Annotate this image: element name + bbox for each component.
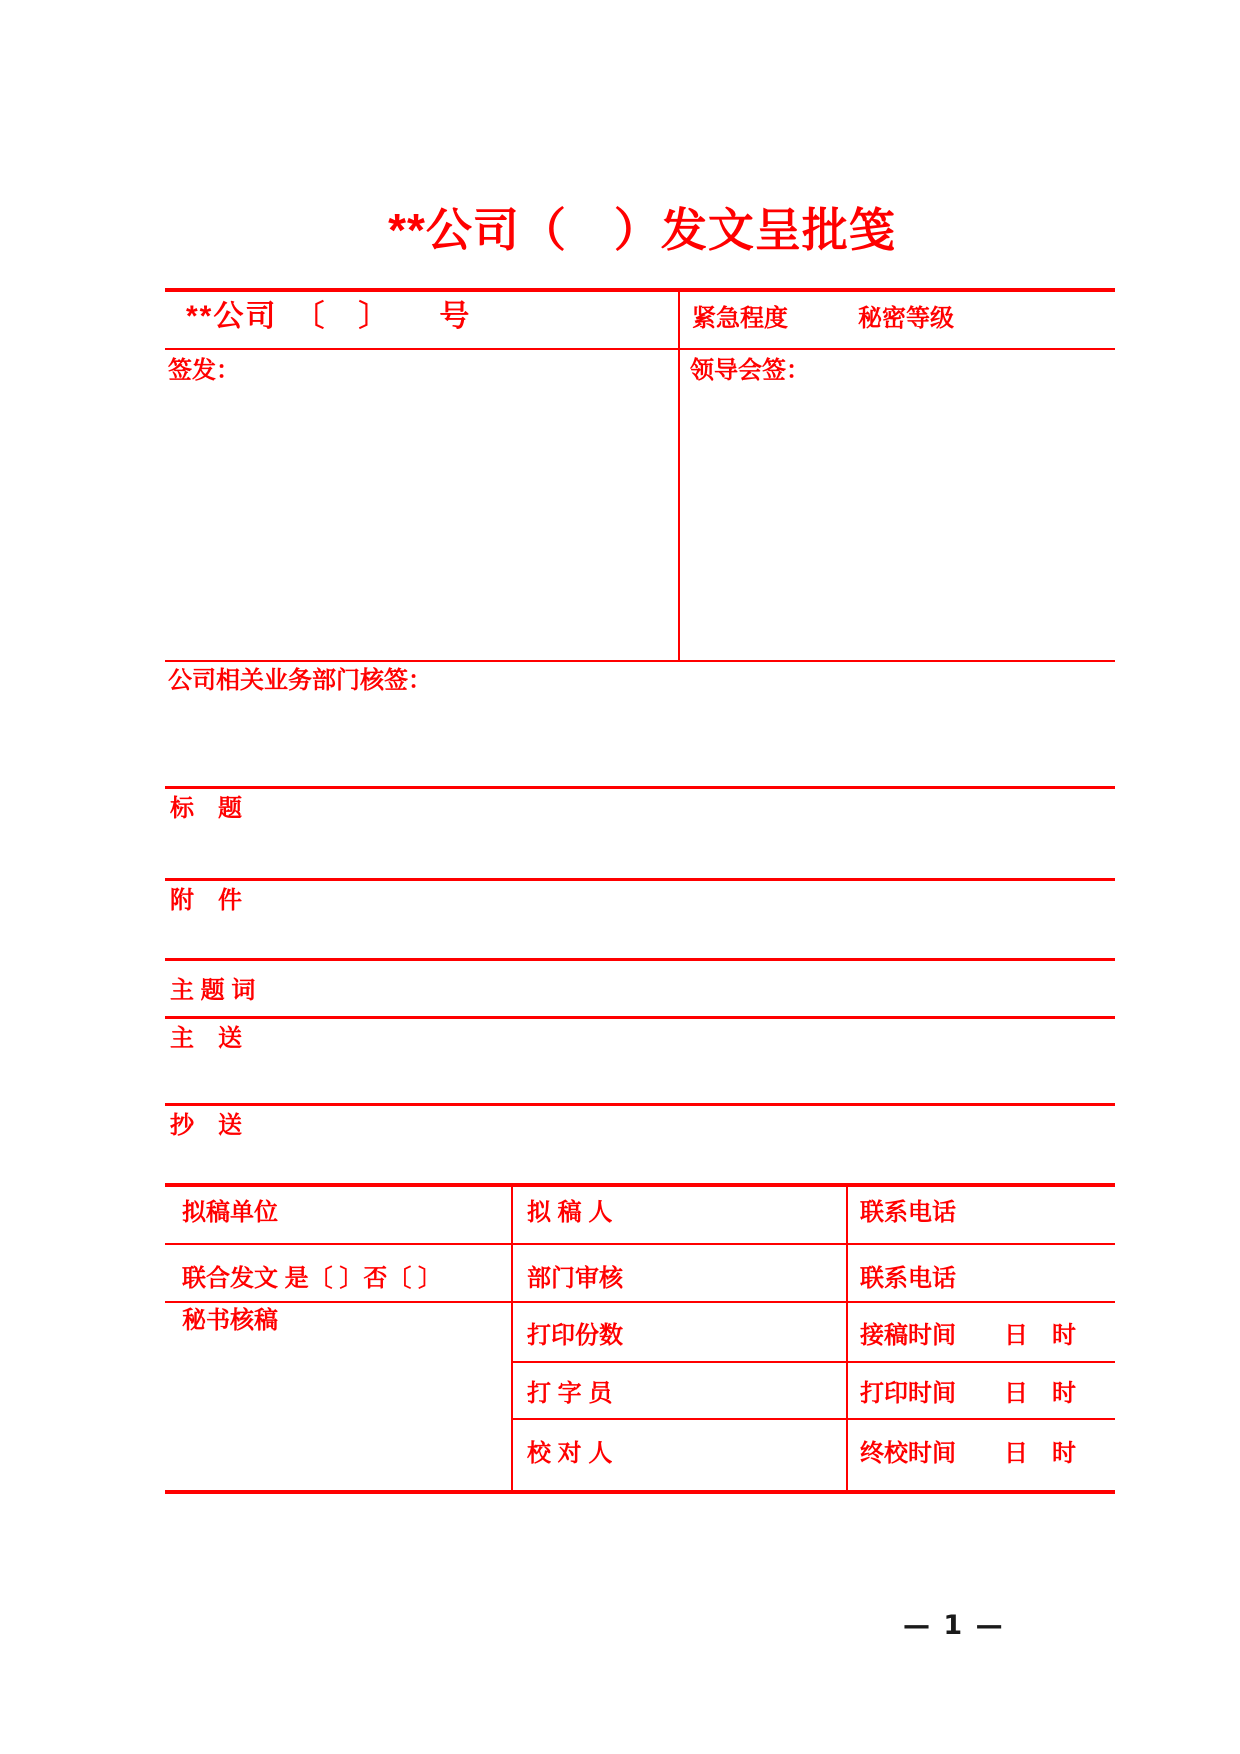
leader-countersign-fill-area[interactable] xyxy=(684,392,1114,656)
attachment-label: 附 件 xyxy=(170,887,242,914)
dept-countersign-fill-area[interactable] xyxy=(168,700,1114,784)
proofreader-label: 校 对 人 xyxy=(527,1440,613,1467)
send-to-bottom-border xyxy=(165,1103,1115,1106)
receive-time-label: 接稿时间 日 时 xyxy=(860,1322,1076,1349)
doc-title-fill-area[interactable] xyxy=(260,796,1114,876)
footer-table-bottom-border xyxy=(165,1490,1115,1494)
attachment-bottom-border xyxy=(165,958,1115,961)
copy-to-label: 抄 送 xyxy=(170,1112,242,1139)
dept-countersign-bottom-border xyxy=(165,786,1115,789)
copy-to-fill-area[interactable] xyxy=(260,1113,1114,1179)
footer-row2-bottom-border xyxy=(165,1301,1115,1303)
keywords-fill-area[interactable] xyxy=(280,978,1114,1014)
footer-table-top-border xyxy=(165,1183,1115,1187)
attachment-fill-area[interactable] xyxy=(260,888,1114,956)
page-number: — 1 — xyxy=(903,1610,1005,1641)
drafter-label: 拟 稿 人 xyxy=(527,1199,613,1226)
send-to-label: 主 送 xyxy=(170,1025,242,1052)
contact-phone-label-2: 联系电话 xyxy=(860,1265,956,1292)
footer-row1-bottom-border xyxy=(165,1243,1115,1245)
joint-issue-label: 联合发文 是〔 〕否〔 〕 xyxy=(182,1265,443,1292)
signer-label: 签发： xyxy=(168,357,240,384)
drafting-unit-label: 拟稿单位 xyxy=(182,1199,278,1226)
header-column-divider xyxy=(678,288,680,662)
secretary-check-label: 秘书核稿 xyxy=(182,1307,278,1334)
doc-title-bottom-border xyxy=(165,878,1115,881)
keywords-label: 主 题 词 xyxy=(170,977,256,1004)
print-time-label: 打印时间 日 时 xyxy=(860,1380,1076,1407)
doc-number-label: **公司 〔 〕 号 xyxy=(186,300,472,333)
footer-row3-bottom-border xyxy=(511,1361,1115,1363)
send-to-fill-area[interactable] xyxy=(260,1026,1114,1100)
dept-countersign-label: 公司相关业务部门核签： xyxy=(168,667,432,694)
final-proof-time-label: 终校时间 日 时 xyxy=(860,1440,1076,1467)
header-table-bottom-border xyxy=(165,660,1115,662)
contact-phone-label-1: 联系电话 xyxy=(860,1199,956,1226)
secrecy-label: 秘密等级 xyxy=(858,305,954,332)
leader-countersign-label: 领导会签： xyxy=(690,357,810,384)
header-row1-bottom-border xyxy=(165,348,1115,350)
doc-title-field-label: 标 题 xyxy=(170,795,242,822)
header-table-top-border xyxy=(165,288,1115,292)
dept-review-label: 部门审核 xyxy=(527,1265,623,1292)
footer-column-divider-2 xyxy=(846,1183,848,1493)
keywords-bottom-border xyxy=(165,1016,1115,1019)
urgency-label: 紧急程度 xyxy=(692,305,788,332)
page-title: **公司（ ）发文呈批笺 xyxy=(388,204,896,256)
signer-fill-area[interactable] xyxy=(168,392,674,656)
footer-column-divider-1 xyxy=(511,1183,513,1493)
footer-row4-bottom-border xyxy=(511,1418,1115,1420)
typist-label: 打 字 员 xyxy=(527,1380,613,1407)
print-copies-label: 打印份数 xyxy=(527,1322,623,1349)
